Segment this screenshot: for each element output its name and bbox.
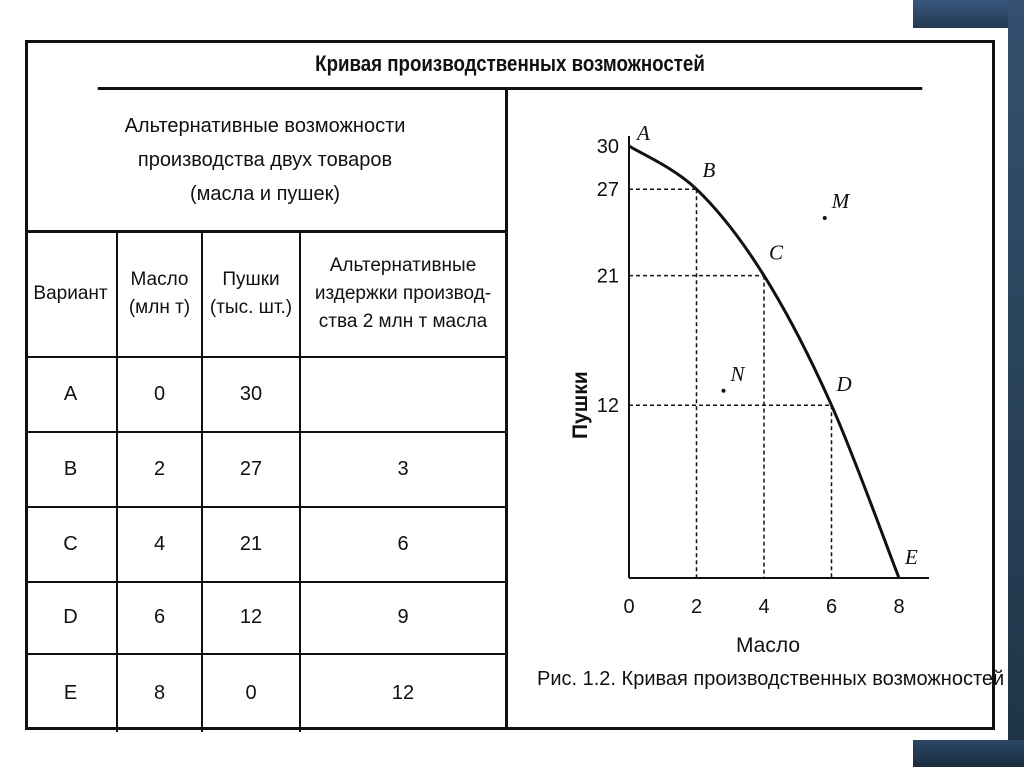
header-cost-line-1: Альтернативные <box>329 255 477 277</box>
table-row <box>25 357 505 432</box>
point-label-D: D <box>836 372 852 397</box>
production-table <box>25 230 505 732</box>
x-tick-label: 6 <box>825 596 838 618</box>
cell-variant: B <box>25 432 117 507</box>
table-row <box>25 582 505 654</box>
cell-butter: 8 <box>117 654 202 732</box>
cell-cost: 9 <box>300 582 505 654</box>
header-butter <box>117 232 202 357</box>
point-N <box>722 389 726 393</box>
cell-variant: A <box>25 357 117 432</box>
cell-guns: 27 <box>202 432 300 507</box>
slide-accent-bottom <box>913 740 1024 767</box>
header-butter-label: Масло <box>130 269 189 291</box>
x-axis-title: Масло <box>735 634 801 657</box>
point-label-E: E <box>905 545 918 569</box>
x-tick-label: 0 <box>623 596 635 618</box>
header-variant-label: Вариант <box>33 283 108 305</box>
cell-variant: C <box>25 507 117 582</box>
cell-butter: 4 <box>117 507 202 582</box>
cell-cost: 6 <box>300 507 505 582</box>
table-row <box>25 654 505 732</box>
header-guns-unit: (тыс. шт.) <box>209 297 293 319</box>
point-label-B: B <box>702 158 716 183</box>
cell-guns: 30 <box>202 357 300 432</box>
cell-cost: 12 <box>300 654 505 732</box>
header-variant <box>25 232 117 357</box>
table-row <box>25 507 505 582</box>
cell-variant: E <box>25 654 117 732</box>
cell-butter: 6 <box>117 582 202 654</box>
y-tick-label: 12 <box>596 395 619 418</box>
table-row <box>25 432 505 507</box>
figure-caption: Рис. 1.2. Кривая производственных возможностей <box>537 668 1005 690</box>
header-cost-line-3: ства 2 млн т масла <box>318 311 488 333</box>
cell-butter: 0 <box>117 357 202 432</box>
cell-cost: 3 <box>300 432 505 507</box>
point-label-N: N <box>730 361 745 386</box>
y-tick-label: 27 <box>596 179 619 202</box>
header-guns-label: Пушки <box>222 269 280 291</box>
table-caption <box>25 90 505 230</box>
y-tick-label: 30 <box>596 136 619 158</box>
caption-line-1: Альтернативные возможности <box>124 115 406 137</box>
caption-line-3: (масла и пушек) <box>189 183 341 205</box>
table-header-row <box>25 232 505 357</box>
slide-accent-right <box>1008 0 1024 767</box>
caption-line-2: производства двух товаров <box>137 149 393 171</box>
cell-guns: 0 <box>202 654 300 732</box>
x-tick-label: 4 <box>758 596 770 618</box>
header-guns <box>202 232 300 357</box>
header-cost-line-2: издержки производ- <box>314 283 492 305</box>
ppf-chart <box>508 90 995 660</box>
header-opportunity-cost <box>300 232 505 357</box>
point-label-A: A <box>637 121 650 145</box>
point-label-C: C <box>769 240 784 265</box>
cell-guns: 21 <box>202 507 300 582</box>
x-tick-label: 8 <box>893 596 905 618</box>
x-tick-label: 2 <box>690 596 703 618</box>
cell-guns: 12 <box>202 582 300 654</box>
cell-butter: 2 <box>117 432 202 507</box>
header-butter-unit: (млн т) <box>128 297 191 319</box>
cell-variant: D <box>25 582 117 654</box>
page-title: Кривая производственных возможностей <box>98 40 923 90</box>
point-M <box>823 216 827 220</box>
point-label-M: M <box>831 189 850 213</box>
y-axis-title: Пушки <box>569 371 592 440</box>
cell-cost <box>300 357 505 432</box>
y-tick-label: 21 <box>596 265 619 288</box>
